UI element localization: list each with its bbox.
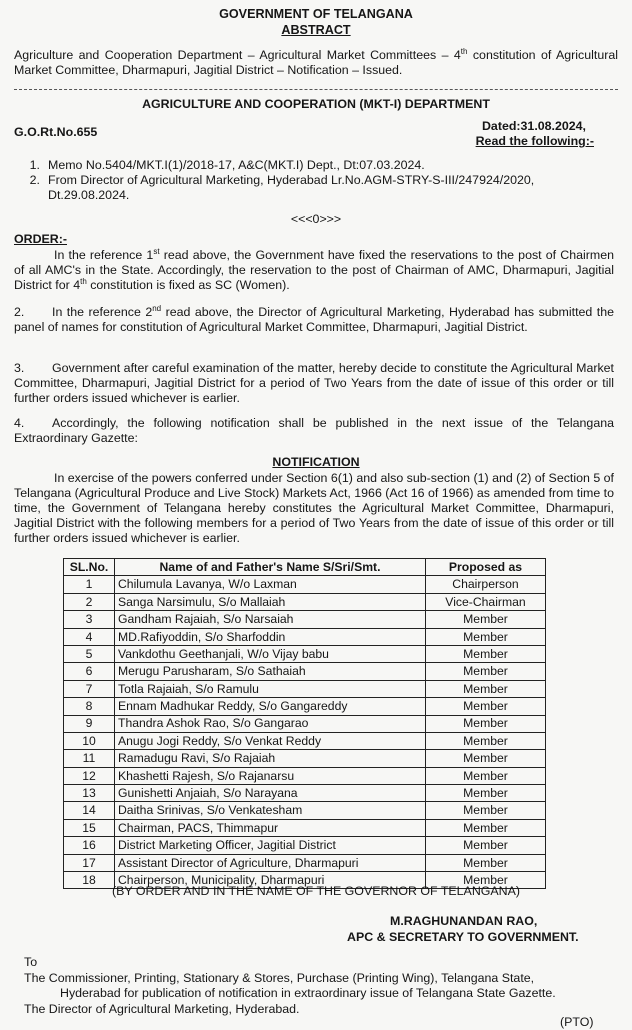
- table-row: [64, 715, 546, 732]
- department-heading: AGRICULTURE AND COOPERATION (MKT-I) DEPARTMENT: [142, 97, 490, 111]
- row-slno: 11: [64, 750, 115, 767]
- row-proposed-as: Member: [426, 732, 546, 749]
- signatory-designation: APC & SECRETARY TO GOVERNMENT.: [347, 930, 579, 944]
- row-slno: 12: [64, 767, 115, 784]
- p3-number: 3.: [14, 361, 25, 375]
- row-proposed-as: Member: [426, 750, 546, 767]
- subject-superscript: th: [460, 46, 468, 56]
- row-slno: 17: [64, 854, 115, 871]
- recipient-line-2: Hyderabad for publication of notification in extraordinary issue of Telangana State Gazette.: [60, 986, 556, 1000]
- row-proposed-as: Member: [426, 715, 546, 732]
- table-row: [64, 611, 546, 628]
- reference-number: 2.: [29, 173, 40, 187]
- order-paragraph-1: [14, 248, 614, 293]
- p2-text-b: read above, the Director of Agricultural Marketing, Hyderabad has submitted the panel of names for constitution of Agricultural Market Committee, Dharmapuri, Jagitial District.: [14, 305, 614, 334]
- to-label: To: [24, 955, 38, 969]
- by-order-line: (BY ORDER AND IN THE NAME OF THE GOVERNOR OF TELANGANA): [111, 884, 521, 898]
- reference-text: From Director of Agricultural Marketing, Hyderabad Lr.No.AGM-STRY-S-III/247924/2020, Dt.29.08.2024.: [48, 173, 535, 202]
- row-proposed-as: Vice-Chairman: [426, 593, 546, 610]
- read-following: Read the following:-: [475, 134, 594, 148]
- row-member-name: Thandra Ashok Rao, S/o Gangarao: [115, 715, 426, 732]
- reference-item: [14, 158, 618, 173]
- p3-text: Government after careful examination of the matter, hereby decide to constitute the Agricultural Market Committee, Dharmapuri, Jagitial District for a period of Two Years from the date of issue of this order or till further orders issued whichever is earlier.: [14, 361, 614, 405]
- row-slno: 8: [64, 698, 115, 715]
- abstract-heading: ABSTRACT: [281, 23, 351, 37]
- row-member-name: Ramadugu Ravi, S/o Rajaiah: [115, 750, 426, 767]
- row-slno: 9: [64, 715, 115, 732]
- row-member-name: District Marketing Officer, Jagitial District: [115, 837, 426, 854]
- p2-superscript: nd: [152, 303, 162, 313]
- row-slno: 1: [64, 576, 115, 593]
- row-member-name: Gunishetti Anjaiah, S/o Narayana: [115, 785, 426, 802]
- order-paragraph-2: [14, 305, 614, 335]
- row-slno: 5: [64, 645, 115, 662]
- go-number: G.O.Rt.No.655: [14, 125, 98, 139]
- signatory-name: M.RAGHUNANDAN RAO,: [390, 914, 538, 928]
- column-header-slno: SL.No.: [64, 559, 115, 576]
- separator-mark: <<<0>>>: [290, 212, 342, 226]
- row-proposed-as: Member: [426, 698, 546, 715]
- row-slno: 15: [64, 819, 115, 836]
- dated-line: Dated:31.08.2024,: [481, 119, 586, 133]
- row-proposed-as: Member: [426, 854, 546, 871]
- row-proposed-as: Member: [426, 872, 546, 889]
- row-proposed-as: Chairperson: [426, 576, 546, 593]
- dashed-divider: [14, 89, 618, 90]
- row-proposed-as: Member: [426, 767, 546, 784]
- row-slno: 16: [64, 837, 115, 854]
- row-proposed-as: Member: [426, 680, 546, 697]
- table-row: [64, 576, 546, 593]
- p4-text: Accordingly, the following notification shall be published in the next issue of the Telangana Extraordinary Gazette:: [14, 416, 614, 445]
- p1-text-b: read above, the Government have fixed the reservations to the post of Chairmen of all AMC's in the State. Accordingly, the reservation to the post of Chairman of AMC, Dharmapuri, Jagitial District for 4: [14, 248, 614, 292]
- reference-text: Memo No.5404/MKT.I(1)/2018-17, A&C(MKT.I) Dept., Dt:07.03.2024.: [48, 158, 425, 172]
- subject-text: Agriculture and Cooperation Department – Agricultural Market Committees – 4th constitution of Agricultural Market Committee, Dharmapuri, Jagitial District – Notification – Issued.: [14, 46, 618, 77]
- recipient-line-3: The Director of Agricultural Marketing, Hyderabad.: [24, 1002, 300, 1016]
- table-header-row: [64, 559, 546, 576]
- reference-item: [14, 173, 618, 203]
- table-row: [64, 663, 546, 680]
- row-member-name: Assistant Director of Agriculture, Dharmapuri: [115, 854, 426, 871]
- members-table-body: [64, 576, 546, 889]
- table-row: [64, 767, 546, 784]
- row-slno: 7: [64, 680, 115, 697]
- table-row: [64, 698, 546, 715]
- row-slno: 18: [64, 872, 115, 889]
- row-slno: 4: [64, 628, 115, 645]
- row-slno: 6: [64, 663, 115, 680]
- table-row: [64, 837, 546, 854]
- p4-number: 4.: [14, 416, 25, 430]
- p2-text-a: In the reference 2: [52, 305, 153, 319]
- row-slno: 2: [64, 593, 115, 610]
- notification-paragraph: In exercise of the powers conferred under Section 6(1) and also sub-section (1) and (2) of Section 5 of Telangana (Agricultural Produce and Live Stock) Markets Act, 1966 (Act 16 of 1966) as amended from time to time, the Government of Telangana hereby constitutes the Agricultural Market Committee, Dharmapuri, Jagitial District with the following members for a period of Two Years from the date of issue of this order or till further orders issued whichever is earlier.: [14, 471, 614, 545]
- reference-number: 1.: [29, 158, 40, 172]
- members-table: [63, 558, 546, 889]
- row-slno: 13: [64, 785, 115, 802]
- column-header-proposed: Proposed as: [426, 559, 546, 576]
- row-proposed-as: Member: [426, 628, 546, 645]
- table-row: [64, 593, 546, 610]
- p1-text-c: constitution is fixed as SC (Women).: [86, 278, 290, 292]
- pto-mark: (PTO): [560, 1015, 594, 1029]
- table-row: [64, 645, 546, 662]
- row-proposed-as: Member: [426, 837, 546, 854]
- row-member-name: Totla Rajaiah, S/o Ramulu: [115, 680, 426, 697]
- references-list: [14, 158, 618, 203]
- row-proposed-as: Member: [426, 785, 546, 802]
- row-member-name: Gandham Rajaiah, S/o Narsaiah: [115, 611, 426, 628]
- row-member-name: Sanga Narsimulu, S/o Mallaiah: [115, 593, 426, 610]
- row-proposed-as: Member: [426, 819, 546, 836]
- notification-heading: NOTIFICATION: [272, 455, 360, 469]
- row-proposed-as: Member: [426, 611, 546, 628]
- order-paragraph-4: [14, 416, 614, 446]
- table-row: [64, 680, 546, 697]
- table-row: [64, 802, 546, 819]
- row-proposed-as: Member: [426, 645, 546, 662]
- row-member-name: MD.Rafiyoddin, S/o Sharfoddin: [115, 628, 426, 645]
- p1-superscript-a: st: [153, 246, 160, 256]
- row-member-name: Chairman, PACS, Thimmapur: [115, 819, 426, 836]
- table-row: [64, 628, 546, 645]
- row-member-name: Merugu Parusharam, S/o Sathaiah: [115, 663, 426, 680]
- row-member-name: Chilumula Lavanya, W/o Laxman: [115, 576, 426, 593]
- recipient-line-1: The Commissioner, Printing, Stationary & Stores, Purchase (Printing Wing), Telangana State,: [24, 971, 535, 985]
- row-slno: 14: [64, 802, 115, 819]
- row-proposed-as: Member: [426, 802, 546, 819]
- order-paragraph-3: [14, 361, 614, 406]
- table-row: [64, 854, 546, 871]
- row-member-name: Vankdothu Geethanjali, W/o Vijay babu: [115, 645, 426, 662]
- row-slno: 3: [64, 611, 115, 628]
- row-member-name: Ennam Madhukar Reddy, S/o Gangareddy: [115, 698, 426, 715]
- row-member-name: Khashetti Rajesh, S/o Rajanarsu: [115, 767, 426, 784]
- row-member-name: Daitha Srinivas, S/o Venkatesham: [115, 802, 426, 819]
- subject-line: [14, 48, 618, 78]
- row-proposed-as: Member: [426, 663, 546, 680]
- order-heading: ORDER:-: [14, 232, 67, 246]
- row-member-name: Chairperson, Municipality, Dharmapuri: [115, 872, 426, 889]
- column-header-name: Name of and Father's Name S/Sri/Smt.: [115, 559, 426, 576]
- p1-superscript-b: th: [80, 276, 87, 286]
- table-row: [64, 732, 546, 749]
- p1-text-a: In the reference 1: [54, 248, 154, 262]
- government-title: GOVERNMENT OF TELANGANA: [219, 7, 413, 21]
- row-member-name: Anugu Jogi Reddy, S/o Venkat Reddy: [115, 732, 426, 749]
- p2-number: 2.: [14, 305, 25, 319]
- table-row: [64, 750, 546, 767]
- table-row: [64, 819, 546, 836]
- table-row: [64, 785, 546, 802]
- row-slno: 10: [64, 732, 115, 749]
